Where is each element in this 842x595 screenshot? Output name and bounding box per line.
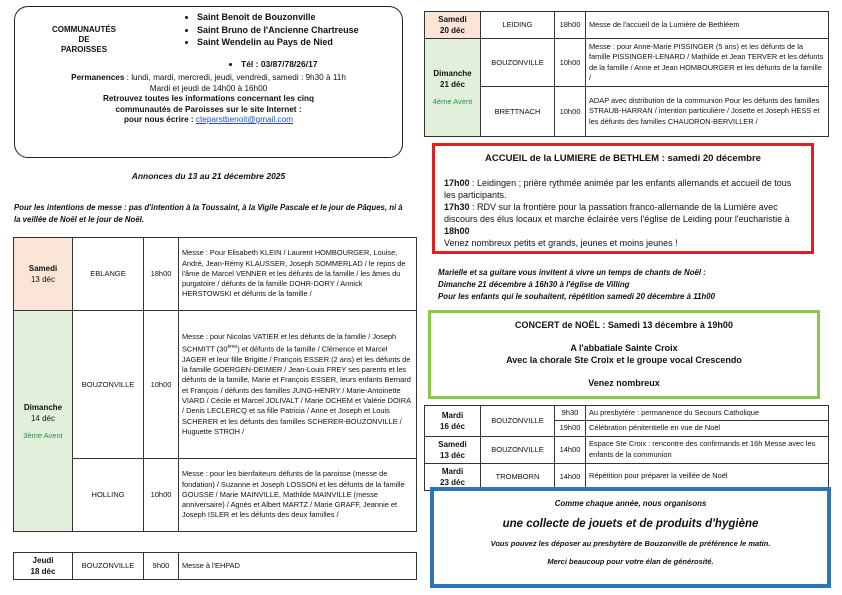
time-cell: 9h30 [555, 406, 586, 421]
collecte-line-3: Vous pouvez les déposer au presbytère de Bouzonville de préférence le matin. [490, 539, 771, 548]
concert-line-1: A l'abbatiale Sainte Croix [570, 343, 678, 353]
day-cell: Mardi 23 déc [425, 463, 481, 490]
lumiere-box [432, 143, 814, 254]
announces-title: Annonces du 13 au 21 décembre 2025 [131, 171, 286, 181]
concert-line-2: Avec la chorale Ste Croix et le groupe vocal Crescendo [506, 355, 742, 365]
day-cell: Jeudi 18 déc [14, 553, 73, 580]
table-row [425, 436, 829, 463]
concert-line-3: Venez nombreux [588, 378, 660, 388]
phone-number: • Tél : 03/87/78/26/17 [241, 59, 318, 69]
place-cell: BOUZONVILLE [481, 436, 555, 463]
table-row [425, 12, 829, 39]
table-row [425, 406, 829, 421]
lumiere-paragraph-3: Venez nombreux petits et grands, jeunes et moins jeunes ! [444, 238, 678, 248]
place-cell: BRETTNACH [481, 87, 555, 137]
time-cell: 14h00 [555, 463, 586, 490]
table-row [14, 553, 417, 580]
advent-label: 3ème Avent [23, 430, 63, 440]
mass-cell: Messe : pour les bienfaiteurs défunts de la paroisse (messe de fondation) / Suzanne et Joseph LOSSON et les défunts de la famille GOUSSE / Marie MAINVILLE, Mathilde MAINVILLE (messe anniversaire) / Agnès et Albert MARTZ / Marie GRAFF, Jeannie et Joseph ISLER et les défunts des deux familles / [179, 459, 417, 532]
place-cell: BOUZONVILLE [481, 406, 555, 437]
contact-block [15, 73, 402, 126]
collecte-line-4: Merci beaucoup pour votre élan de générosité. [547, 557, 714, 566]
place-cell: LEIDING [481, 12, 555, 39]
permanences-text: : lundi, mardi, mercredi, jeudi, vendredi, samedi : 9h30 à 11h [124, 73, 346, 82]
left-schedule-table [13, 237, 417, 532]
mass-cell: Célébration pénitentielle en vue de Noël [586, 421, 829, 436]
email-link[interactable]: cteparstbenoit@gmail.com [195, 115, 293, 124]
lumiere-paragraph-1: 17h00 : Leidingen ; prière rythmée animée par les enfants allemands et accueil de tous les participants. [444, 178, 792, 200]
table-row [425, 39, 829, 87]
parish-item: • Saint Wendelin au Pays de Nied [197, 36, 359, 49]
day-cell: Samedi 20 déc [425, 12, 481, 39]
time-cell: 10h00 [555, 87, 586, 137]
permanences-hours: Mardi et jeudi de 14h00 à 16h00 [149, 83, 268, 93]
place-cell: TROMBORN [481, 463, 555, 490]
table-row [14, 311, 417, 459]
thursday-table [13, 552, 417, 580]
marielle-text: Marielle et sa guitare vous invitent à vivre un temps de chants de Noël : Dimanche 21 décembre à 16h30 à l'église de Villing Pour les enfants qui le souhaitent, répétition samedi 20 décembre à 11h00 [438, 268, 715, 301]
misc-schedule-table [424, 405, 829, 491]
parish-item: • Saint Bruno de l'Ancienne Chartreuse [197, 24, 359, 37]
write-label: pour nous écrire : [124, 115, 196, 124]
advent-label: 4ème Avent [432, 97, 473, 106]
time-cell: 10h00 [144, 311, 179, 459]
place-cell: EBLANGE [73, 238, 144, 311]
day-cell: Samedi 13 déc [425, 436, 481, 463]
mass-cell: Messe de l'accueil de la Lumière de Bethléem [586, 12, 829, 39]
time-cell: 18h00 [555, 12, 586, 39]
collecte-line-1: Comme chaque année, nous organisons [554, 499, 707, 508]
time-cell: 9h00 [144, 553, 179, 580]
day-cell: Mardi 16 déc [425, 406, 481, 437]
mass-cell: Messe : Pour Elisabeth KLEIN / Laurent HOMBOURGER, Louise, André, Jean-Rémy KLAUSSER, Joseph SOMMERLAD / le repos de l'âme de Marcel VENNER et les défunts de la famille / les âmes du purgatoire / défunts de la famille DOHR-DORY / Annick HERSTOWSKI et défunts de la famille / [179, 238, 417, 311]
day-cell: Dimanche 21 déc 4ème Avent [425, 39, 481, 137]
table-row [425, 87, 829, 137]
info-line-2: communautés de Paroisses sur le site Internet : [115, 104, 302, 114]
table-row [14, 238, 417, 311]
place-cell: HOLLING [73, 459, 144, 532]
table-row [14, 459, 417, 532]
place-cell: BOUZONVILLE [73, 553, 144, 580]
time-cell: 14h00 [555, 436, 586, 463]
place-cell: BOUZONVILLE [73, 311, 144, 459]
org-name: COMMUNAUTÉS DE PAROISSES [52, 25, 116, 54]
time-cell: 19h00 [555, 421, 586, 436]
concert-box [428, 310, 820, 399]
lumiere-paragraph-2: 17h30 : RDV sur la frontière pour la passation franco-allemande de la Lumière avec discours des élus locaux et marche éclairée vers l'église de Leiding pour l'eucharistie à 18h00 [444, 202, 790, 236]
place-cell: BOUZONVILLE [481, 39, 555, 87]
permanences-label: Permanences [71, 73, 125, 82]
right-schedule-table [424, 11, 829, 137]
mass-cell: Messe : pour Anne-Marie PISSINGER (5 ans) et les défunts de la famille PISSINGER-LENARD / Mathilde et Jean TERVER et les défunts de la famille / Anne et Jean HOMBOURGER et les défunts de la famille / [586, 39, 829, 87]
parish-item: • Saint Benoît de Bouzonville [197, 11, 359, 24]
day-cell: Samedi 13 déc [14, 238, 73, 311]
intentions-note: Pour les intentions de messe : pas d'intention à la Toussaint, à la Vigile Pascale et le jour de Pâques, ni à la veillée de Noël et le jour de Noël. [14, 203, 403, 224]
concert-title: CONCERT de NOËL : Samedi 13 décembre à 19h00 [515, 320, 733, 330]
mass-cell: Messe à l'EHPAD [179, 553, 417, 580]
time-cell: 10h00 [555, 39, 586, 87]
time-cell: 10h00 [144, 459, 179, 532]
mass-cell: Messe : pour Nicolas VATIER et les défunts de la famille / Joseph SCHMITT (30ème) et défunts de la famille / Clémence et Marcel JAGER et leur fille Brigitte / François ESSER (2 ans) et les défunts de la famille GOERGEN-DEIMER / Jean-Louis FREY ses parents et les défunts de la famille, Marie et François ESSER, leurs enfants Bernard et François / défunts des familles JUNG-HENRY / Marie-Antoinette VIARD / Cécile et Marcel JOLIVALT / Marie OCHEM et Valérie DOIRA / Denis LECLERCQ et sa fille Patricia / Anne et Joseph et Louis SCHERER et les défunts des familles SCHERER-BOUZONVILLE / Huguette STROH / [179, 311, 417, 459]
day-cell: Dimanche 14 déc 3ème Avent [14, 311, 73, 532]
header-box [14, 6, 403, 158]
mass-cell: ADAP avec distribution de la communion Pour les défunts des familles STRAUB-HARRAN / intention particulière / Josette et Joseph HESS et les défunts des familles CHAUDRON-BERVILLER / [586, 87, 829, 137]
info-line-1: Retrouvez toutes les informations concernant les cinq [102, 94, 315, 103]
collecte-box [430, 487, 831, 588]
collecte-line-2: une collecte de jouets et de produits d'hygiène [502, 518, 759, 530]
parish-list [181, 11, 359, 49]
mass-cell: Espace Ste Croix : rencontre des confirmands et 16h Messe avec les enfants de la communion [586, 436, 829, 463]
mass-cell: Répétition pour préparer la veillée de Noël [586, 463, 829, 490]
lumiere-title: ACCUEIL de la LUMIERE de BETHLEM : samedi 20 décembre [485, 153, 761, 164]
time-cell: 18h00 [144, 238, 179, 311]
mass-cell: Au presbytère : permanence du Secours Catholique [586, 406, 829, 421]
